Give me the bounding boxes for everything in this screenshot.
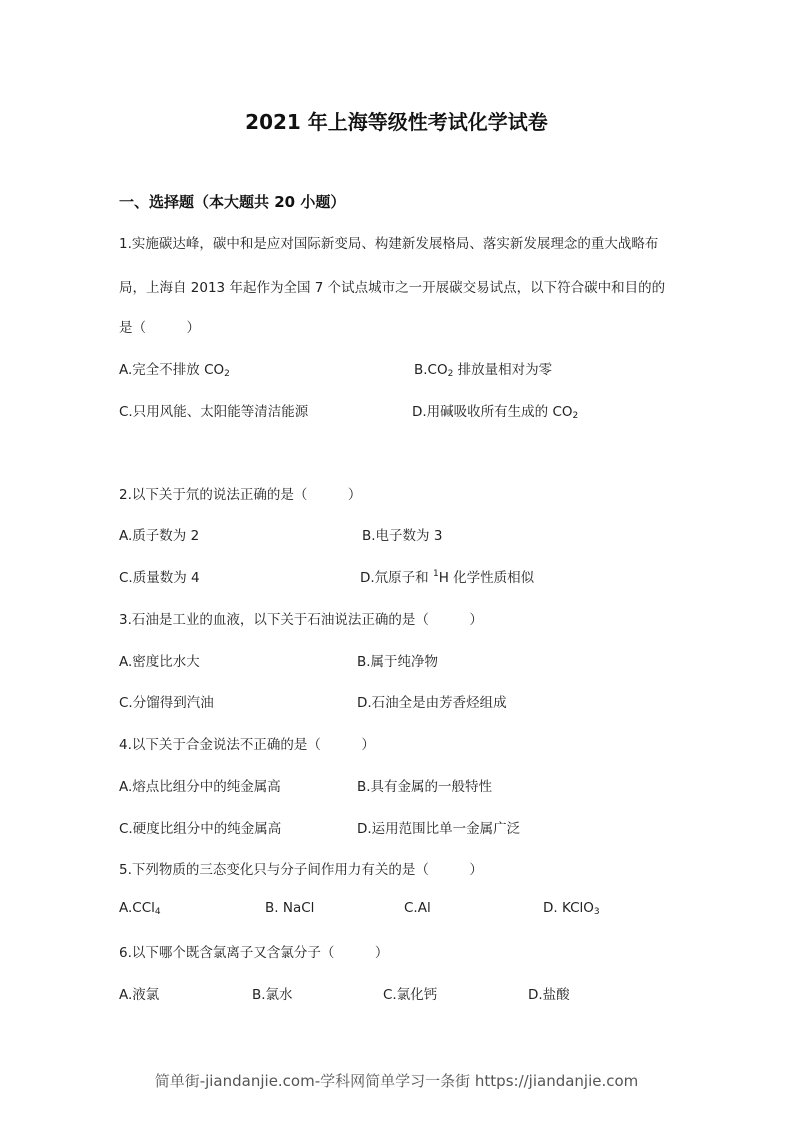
option-d: D.用碱吸收所有生成的 $CO_2$ — [412, 404, 579, 421]
option-c: C.质量数为 4 — [119, 570, 200, 586]
section-heading: 一、选择题（本大题共 20 小题） — [119, 193, 346, 211]
option-a: A.液氯 — [119, 987, 160, 1003]
page-title: 2021 年上海等级性考试化学试卷 — [245, 110, 548, 134]
question-text-line: 6.以下哪个既含氯离子又含氯分子（ ） — [119, 945, 389, 961]
option-d: D. KClO$_3$ — [543, 900, 600, 917]
option-c: C.硬度比组分中的纯金属高 — [119, 821, 282, 837]
option-a: A.CCl$_4$ — [119, 900, 161, 917]
question-text-line: 是（ ） — [119, 320, 200, 336]
option-d: D.石油全是由芳香烃组成 — [357, 695, 507, 711]
question-text-line: 局，上海自 2013 年起作为全国 7 个试点城市之一开展碳交易试点，以下符合碳中和目的的 — [119, 280, 666, 296]
option-b: B.氯水 — [252, 987, 293, 1003]
option-a: A.密度比水大 — [119, 654, 200, 670]
option-a: A.质子数为 2 — [119, 528, 200, 544]
option-b: B.属于纯净物 — [357, 654, 439, 670]
option-c: C.只用风能、太阳能等清洁能源 — [119, 404, 309, 420]
question-text-line: 1.实施碳达峰，碳中和是应对国际新变局、构建新发展格局、落实新发展理念的重大战略布 — [119, 236, 659, 252]
question-text-line: 3.石油是工业的血液，以下关于石油说法正确的是（ ） — [119, 612, 483, 628]
option-a: A.熔点比组分中的纯金属高 — [119, 779, 281, 795]
option-c: C.氯化钙 — [383, 987, 438, 1003]
option-d: D.氘原子和 $^1$H 化学性质相似 — [360, 569, 535, 586]
option-d: D.运用范围比单一金属广泛 — [357, 821, 521, 837]
question-text-line: 4.以下关于合金说法不正确的是（ ） — [119, 737, 375, 753]
question-text-line: 5.下列物质的三态变化只与分子间作用力有关的是（ ） — [119, 862, 483, 878]
option-d: D.盐酸 — [528, 987, 570, 1003]
option-b: B.电子数为 3 — [362, 528, 443, 544]
option-b: B.具有金属的一般特性 — [357, 779, 493, 795]
page-footer: 简单街-jiandanjie.com-学科网简单学习一条街 https://jiandanjie.com — [154, 1072, 639, 1090]
option-c: C.分馏得到汽油 — [119, 695, 214, 711]
option-a: A.完全不排放 $CO_2$ — [119, 362, 230, 379]
option-c: C.Al — [404, 900, 431, 916]
question-text-line: 2.以下关于氘的说法正确的是（ ） — [119, 487, 362, 503]
option-b: B. NaCl — [265, 900, 315, 916]
option-b: $B.CO_2$ 排放量相对为零 — [414, 362, 553, 379]
